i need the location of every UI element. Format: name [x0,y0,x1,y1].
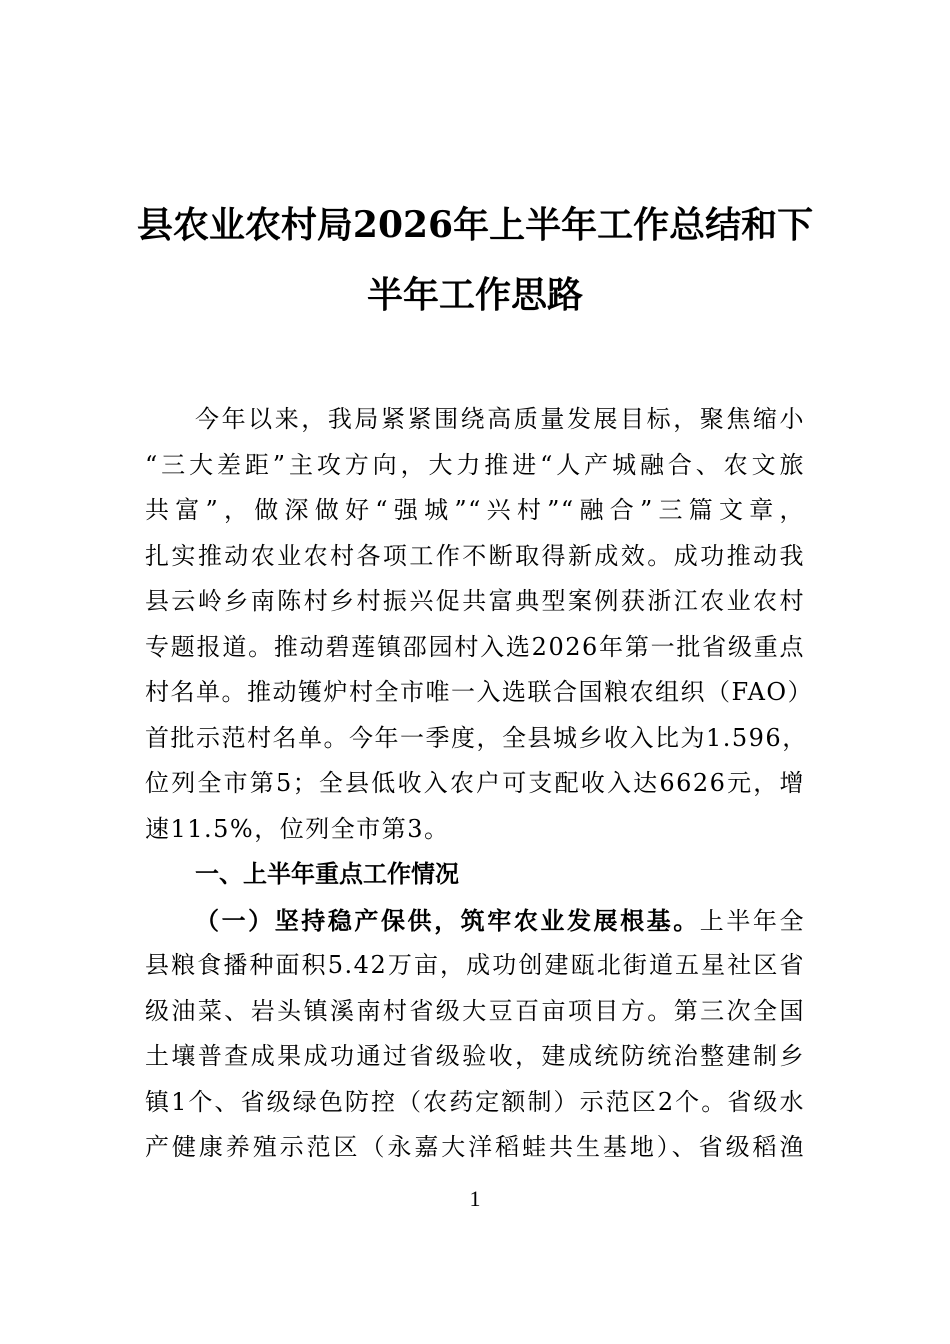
title-line-1: 县农业农村局2026年上半年工作总结和下 [136,204,814,246]
intro-line: “三大差距”主攻方向，大力推进“人产城融合、农文旅 [145,450,805,479]
subsection-first-rest: 上半年全 [699,906,806,935]
subsection-first-line [145,898,805,944]
title-line-2: 半年工作思路 [366,274,583,316]
subsection-line: 级油菜、岩头镇溪南村省级大豆百亩项目方。第三次全国 [145,996,805,1025]
subsection-line: 土壤普查成果成功通过省级验收，建成统防统治整建制乡 [145,1042,805,1070]
intro-line: 专题报道。推动碧莲镇邵园村入选2026年第一批省级重点 [145,632,805,661]
intro-line: 扎实推动农业农村各项工作不断取得新成效。成功推动我 [145,541,805,570]
intro-line: 速11.5%，位列全市第3。 [145,814,450,843]
intro-line: 今年以来，我局紧紧围绕高质量发展目标，聚焦缩小 [195,405,805,433]
document-body [145,397,814,1171]
subsection-line: 县粮食播种面积5.42万亩，成功创建瓯北街道五星社区省 [145,951,805,979]
document-title [100,190,850,330]
subsection-line: 镇1个、省级绿色防控（农药定额制）示范区2个。省级水 [145,1087,805,1116]
page-number: 1 [469,1186,481,1211]
intro-line: 县云岭乡南陈村乡村振兴促共富典型案例获浙江农业农村 [145,587,805,615]
intro-line: 位列全市第5；全县低收入农户可支配收入达6626元，增 [145,769,805,797]
section-heading: 一、上半年重点工作情况 [195,860,459,888]
subsection-line: 产健康养殖示范区（永嘉大洋稻蛙共生基地）、省级稻渔 [145,1133,805,1161]
subsection-heading: （一）坚持稳产保供，筑牢农业发展根基。 [195,905,700,935]
intro-line: 村名单。推动镬炉村全市唯一入选联合国粮农组织（FAO） [145,678,814,706]
intro-line: 共富”，做深做好“强城”“兴村”“融合”三篇文章， [145,496,805,524]
intro-line: 首批示范村名单。今年一季度，全县城乡收入比为1.596， [145,723,808,752]
